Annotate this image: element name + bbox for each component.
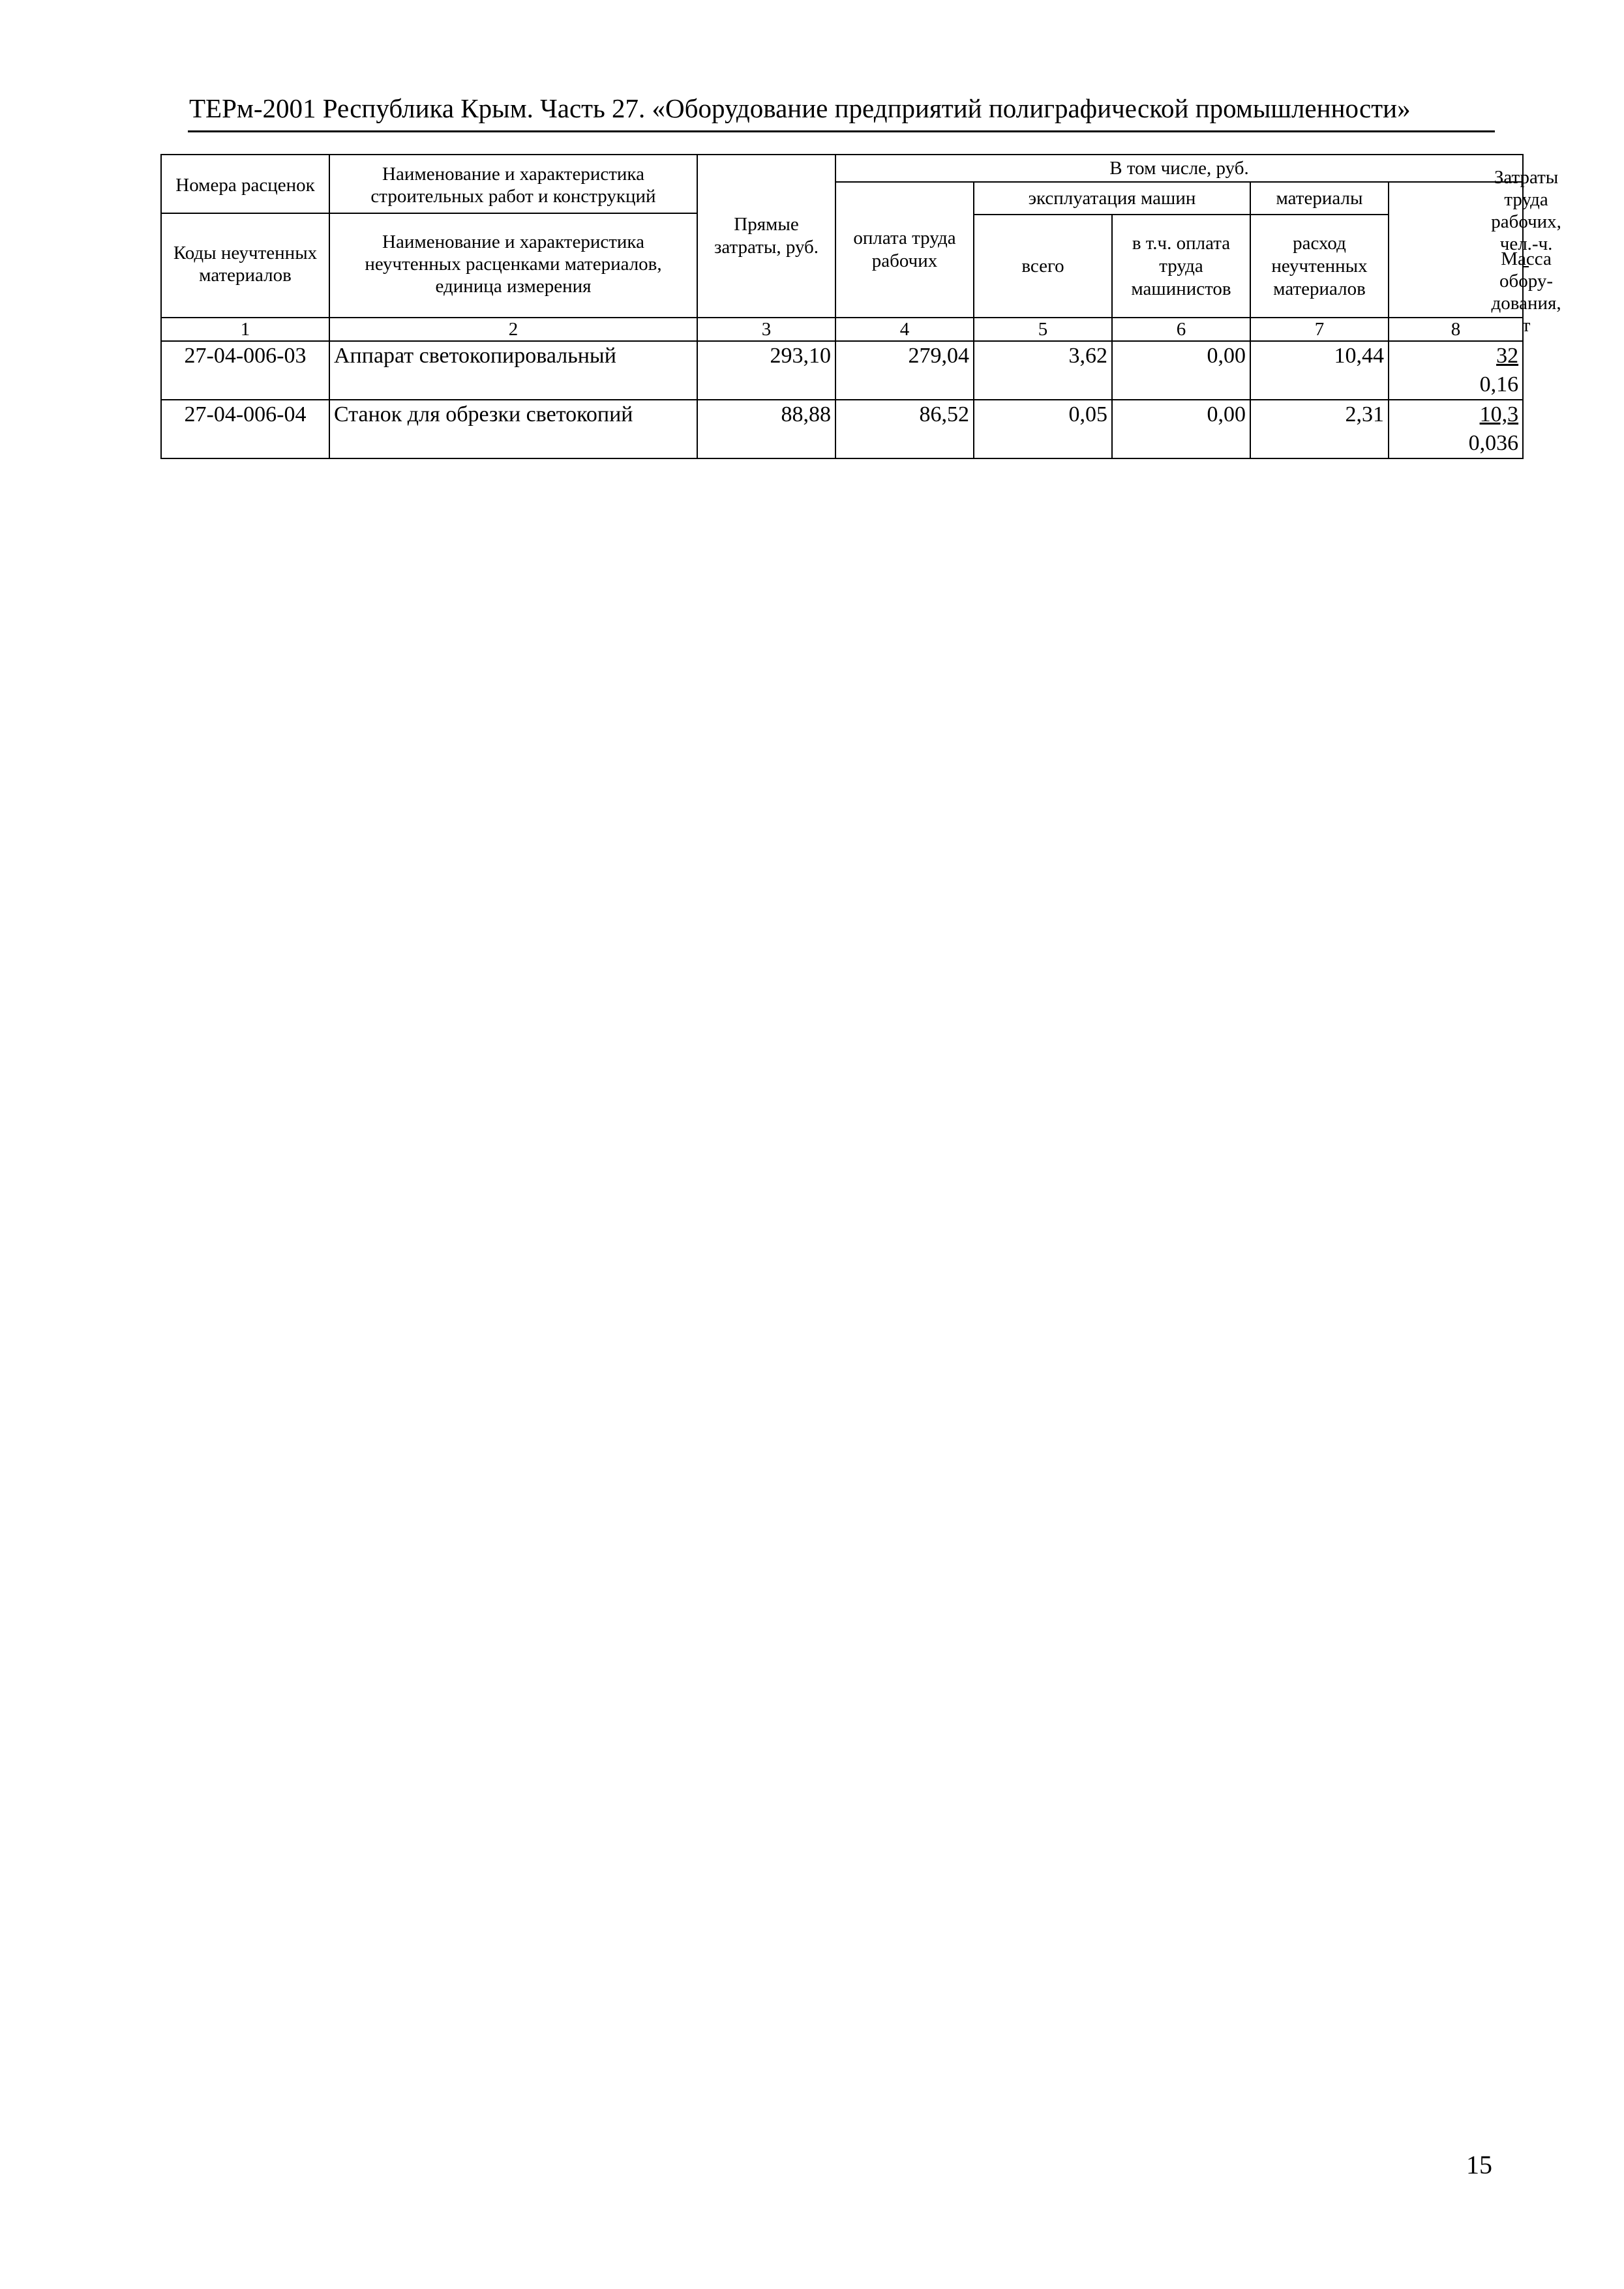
labor-pay: 279,04 bbox=[835, 341, 974, 400]
machinists-pay: 0,00 bbox=[1112, 400, 1250, 458]
rates-table bbox=[160, 154, 1561, 459]
labor-hours: 32 bbox=[1496, 344, 1519, 368]
column-number: 3 bbox=[697, 318, 835, 341]
table-row bbox=[161, 400, 1523, 458]
column-number: 7 bbox=[1250, 318, 1389, 341]
header-direct-costs: Прямые затраты, руб. bbox=[697, 155, 835, 318]
materials-cost: 10,44 bbox=[1250, 341, 1389, 400]
work-name: Станок для обрезки светокопий bbox=[329, 400, 697, 458]
header-machines-total: всего bbox=[974, 215, 1112, 318]
header-rate-codes bbox=[161, 155, 329, 318]
header-rule bbox=[188, 130, 1495, 132]
labor-and-mass bbox=[1389, 341, 1523, 400]
header-machinists-pay: в т.ч. оплата труда машинистов bbox=[1112, 215, 1250, 318]
work-name: Аппарат светокопировальный bbox=[329, 341, 697, 400]
header-rate-numbers: Номера расценок bbox=[162, 158, 329, 214]
machines-total: 3,62 bbox=[974, 341, 1112, 400]
header-labor-pay: оплата труда рабочих bbox=[835, 182, 974, 318]
column-number: 2 bbox=[329, 318, 697, 341]
labor-and-mass bbox=[1389, 400, 1523, 458]
direct-costs: 88,88 bbox=[697, 400, 835, 458]
header-machines: эксплуатация машин bbox=[974, 182, 1250, 215]
rate-code: 27-04-006-04 bbox=[161, 400, 329, 458]
column-number: 8 bbox=[1389, 318, 1523, 341]
header-materials: материалы bbox=[1250, 182, 1389, 215]
header-material-codes: Коды неучтенных материалов bbox=[173, 243, 318, 286]
machines-total: 0,05 bbox=[974, 400, 1112, 458]
header-including: В том числе, руб. bbox=[835, 155, 1523, 182]
rate-code: 27-04-006-03 bbox=[161, 341, 329, 400]
labor-hours: 10,3 bbox=[1479, 402, 1519, 426]
equipment-mass: 0,036 bbox=[1468, 431, 1519, 455]
header-names bbox=[329, 155, 697, 318]
column-number: 4 bbox=[835, 318, 974, 341]
column-number: 1 bbox=[161, 318, 329, 341]
header-equipment-mass: Масса обору-дования, т bbox=[1491, 248, 1561, 336]
running-header: ТЕРм-2001 Республика Крым. Часть 27. «Оборудование предприятий полиграфической промышленности» bbox=[189, 93, 1411, 123]
direct-costs: 293,10 bbox=[697, 341, 835, 400]
equipment-mass: 0,16 bbox=[1479, 372, 1519, 396]
column-number: 6 bbox=[1112, 318, 1250, 341]
header-unaccounted-materials: расход неучтенных материалов bbox=[1250, 215, 1389, 318]
materials-cost: 2,31 bbox=[1250, 400, 1389, 458]
header-material-name: Наименование и характеристика неучтенных расценками материалов, единица измерения bbox=[365, 232, 662, 297]
column-number: 5 bbox=[974, 318, 1112, 341]
page-number: 15 bbox=[1466, 2150, 1492, 2179]
table-row bbox=[161, 341, 1523, 400]
labor-pay: 86,52 bbox=[835, 400, 974, 458]
header-work-name: Наименование и характеристика строительных работ и конструкций bbox=[330, 158, 697, 214]
header-labor-hours: Затраты труда рабочих, чел.-ч. bbox=[1524, 155, 1529, 267]
machinists-pay: 0,00 bbox=[1112, 341, 1250, 400]
